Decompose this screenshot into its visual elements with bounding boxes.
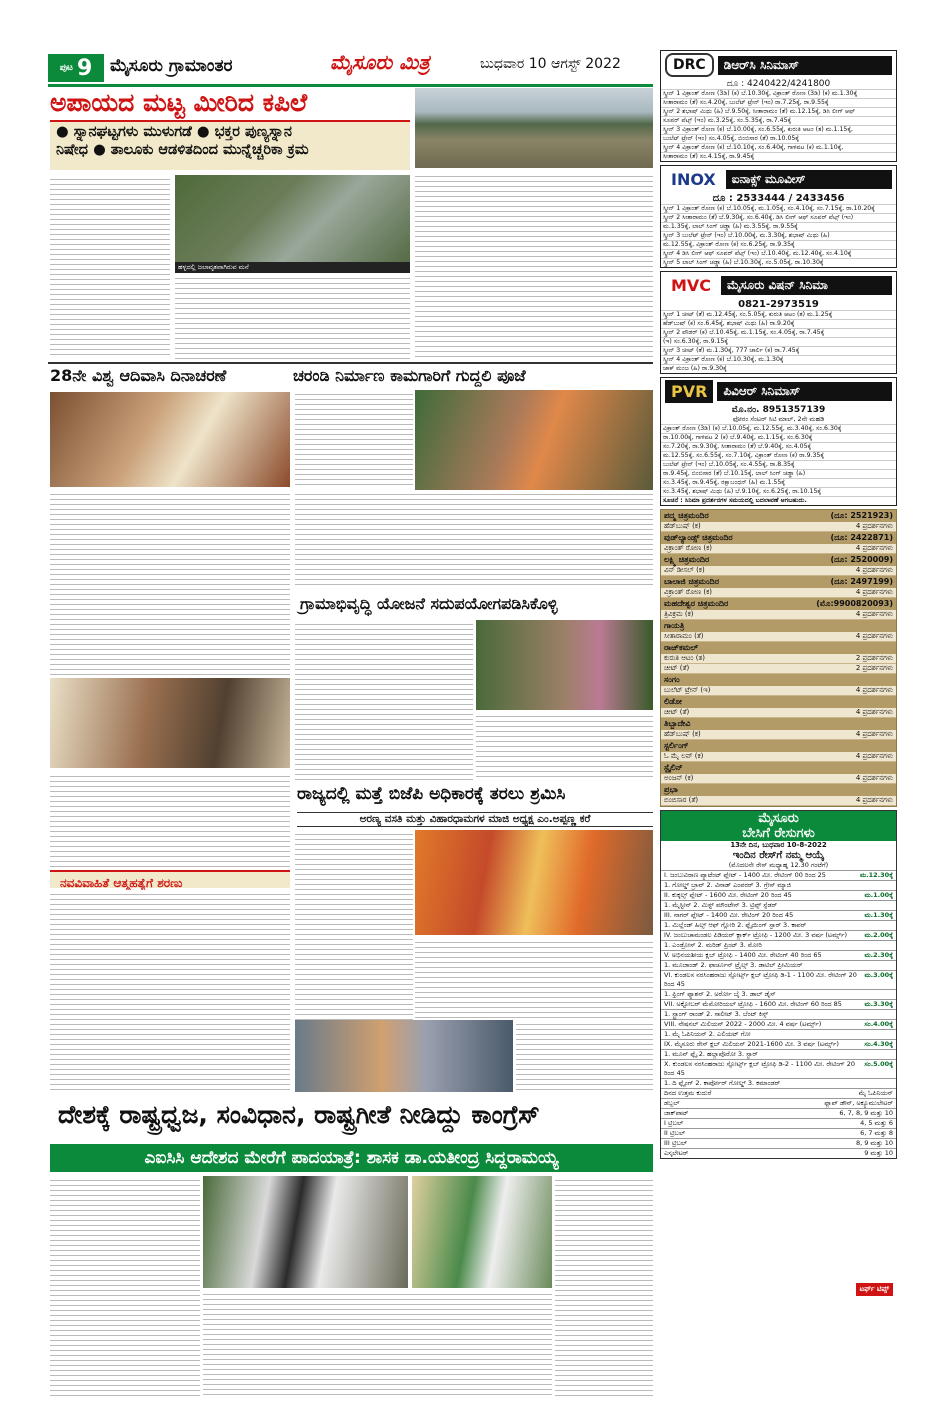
film-title: ಸೀತಾರಾಮಂ (ತೆ) <box>664 632 704 640</box>
theatre-name: ಪ್ರಭಾ <box>664 785 678 794</box>
theatre-name-row <box>661 554 896 566</box>
race-desc: III. ನಾಗರ್ ಪ್ಲೇಟ್ - 1400 ಮೀ. ರೇಟಿಂಗ್ 20 ರಿಂದ 45 <box>664 911 794 919</box>
race-summary-row <box>661 1148 896 1158</box>
race-row <box>661 880 896 890</box>
theatre-name-row <box>661 642 896 654</box>
film-shows: 4 ಪ್ರದರ್ಶನಗಳು <box>855 522 893 530</box>
pvr-notice: ಸೂಚನೆ : ಸಿನಿಮಾ ಪ್ರದರ್ಶನಗಳ ಸಮಯದಲ್ಲಿ ಬದಲಾವಣೆ ಆಗಬಹುದು. <box>661 496 896 505</box>
race-time: ಸಂ.4.30ಕ್ಕೆ <box>864 1040 893 1048</box>
race-desc: 1. ಫ್ರಿಂಗ್ ಫ್ಯಾಶನ್ 2. ಅರ್ರೋ ಬೈ 3. ಡಾಲ್ ಡೈಸ್ <box>664 990 776 998</box>
story2-headline: 28ನೇ ವಿಶ್ವ ಆದಿವಾಸಿ ದಿನಾಚರಣೆ <box>50 366 227 385</box>
story6-headline-band <box>50 870 290 888</box>
race-row <box>661 940 896 950</box>
film-shows: 2 ಪ್ರದರ್ಶನಗಳು <box>855 654 893 662</box>
theatre-name: ಲಿಡೋ <box>664 697 682 706</box>
summary-value: 6, 7, 8, 9 ಮತ್ತು 10 <box>839 1109 893 1117</box>
story4-photo <box>476 620 653 710</box>
theatre-name-row <box>661 576 896 588</box>
race-time: ಮ.3.30ಕ್ಕೆ <box>864 1000 893 1008</box>
race-row <box>661 870 896 880</box>
race-time: ಮ.12.30ಕ್ಕೆ <box>859 871 893 879</box>
drc-showtime-row: ಸ್ಕ್ರೀನ್ 4 ವಿಕ್ರಾಂತ್ ರೋಣ (ಕ) ಬೆ.10.10ಕ್ಕೆ, ಸಂ.6.40ಕ್ಕೆ, ಗಾಳಿಪಟ (ಕ) ಮ.1.10ಕ್ಕೆ, <box>661 143 896 152</box>
pvr-showtime-row: ಬುಲೆಟ್ ಟ್ರೇನ್ (ಇಂ) ಬೆ.10.05ಕ್ಕೆ, ಸಂ.4.55ಕ್ಕೆ, ರಾ.8.35ಕ್ಕೆ <box>661 460 896 469</box>
story1-subhead-box <box>50 120 410 170</box>
theatre-name-row <box>661 740 896 752</box>
story3-headline: ಚರಂಡಿ ನಿರ್ಮಾಣ ಕಾಮಗಾರಿಗೆ ಗುದ್ದಲಿ ಪೂಜೆ <box>293 366 526 385</box>
story4-headline: ಗ್ರಾಮಾಭಿವೃದ್ಧಿ ಯೋಜನೆ ಸದುಪಯೋಗಪಡಿಸಿಕೊಳ್ಳಿ <box>300 594 558 613</box>
theatre-phone: (ದೂ: 2497199) <box>830 577 893 586</box>
film-shows: 4 ಪ್ರದರ್ಶನಗಳು <box>855 686 893 694</box>
race-row <box>661 1049 896 1059</box>
mvc-showtime-row: ಹೆಡ್‌ಬುಷ್ (ಕ) ಸಂ.6.45ಕ್ಕೆ, ಶಭಾಷ್ ಮಿಥು (ಹಿ) ರಾ.9.20ಕ್ಕೆ <box>661 319 896 328</box>
theatre-film-row <box>661 730 896 740</box>
drc-showtime-row: ಸೀತಾರಾಮಂ (ತೆ) ಸಂ.4.20ಕ್ಕೆ, ಬುಲೆಟ್ ಟ್ರೇನ್ (ಇಂ) ರಾ.7.25ಕ್ಕೆ, ರಾ.9.55ಕ್ಕೆ <box>661 98 896 107</box>
theatre-name-row <box>661 620 896 632</box>
film-title: ಕುರುತಿ ಆಟಂ (ತ) <box>664 654 705 662</box>
race-row <box>661 989 896 999</box>
summary-value: 8, 9 ಮತ್ತು 10 <box>855 1139 893 1147</box>
story1-photo-caption: ಹಳ್ಳದಲ್ಲಿ ಜಲಾವೃತವಾಗಿರುವ ಮನೆ <box>175 262 410 273</box>
race-desc: 1. ಮೂನ್ ಫ್ಲೈ 2. ಹಲ್ಲಾಪೊರೋ 3. ಸ್ಟಾರ್ <box>664 1050 758 1058</box>
mvc-cinema-box <box>660 271 897 374</box>
theatre-film-row <box>661 774 896 784</box>
summary-value: 6, 7 ಮತ್ತು 8 <box>860 1129 893 1137</box>
pvr-showtime-row: ಸಂ.7.20ಕ್ಕೆ, ರಾ.9.30ಕ್ಕೆ, ಸೀತಾರಾಮಂ (ತೆ) ಬೆ.9.40ಕ್ಕೆ, ಸಂ.4.05ಕ್ಕೆ <box>661 442 896 451</box>
film-shows: 4 ಪ್ರದರ್ಶನಗಳು <box>855 610 893 618</box>
pvr-showtime-row: ಮ.12.55ಕ್ಕೆ, ಸಂ.6.55ಕ್ಕೆ, ಸಂ.7.10ಕ್ಕೆ, ವಿಕ್ರಾಂತ್ ರೋಣ (ಕ) ರಾ.9.35ಕ್ಕೆ <box>661 451 896 460</box>
pvr-showtime-row: ರಾ.10.00ಕ್ಕೆ, ಗಾಳಿಪಟ 2 (ಕ) ಬೆ.9.40ಕ್ಕೆ, ಮ.1.15ಕ್ಕೆ, ಸಂ.6.30ಕ್ಕೆ <box>661 433 896 442</box>
inox-showtime-row: ಸ್ಕ್ರೀನ್ 4 ಡಿಸಿ ಲೀಗ್ ಆಫ್ ಸೂಪರ್ ಪೆಟ್ಸ್ (ಇಂ) ಬೆ.10.40ಕ್ಕೆ, ಮ.12.40ಕ್ಕೆ, ಸಂ.4.10ಕ್ಕೆ <box>661 249 896 258</box>
race-row <box>661 1039 896 1049</box>
mvc-showtimes <box>661 310 896 373</box>
story1-text-col1 <box>50 175 170 305</box>
inox-showtime-row: ಸ್ಕ್ರೀನ್ 1 ವಿಕ್ರಾಂತ್ ರೋಣ (ಕ) ಬೆ.10.05ಕ್ಕೆ, ಮ.1.05ಕ್ಕೆ, ಸಂ.4.10ಕ್ಕೆ, ಸಂ.7.15ಕ್ಕೆ, ರಾ.10.20ಕ್ಕೆ <box>661 204 896 213</box>
theatre-name: ಸ್ಟೈಲಿನ್ <box>664 763 683 772</box>
story4-text2 <box>476 712 653 780</box>
film-title: ಬಿಂಬಿಸಾರ (ತೆ) <box>664 796 699 804</box>
race-desc: 1. ಮಿಲ್ಲೆಂಡ್ ಹಿಲ್ಸ್ ಆಫ್ ಗ್ಲೋರಿ 2. ಫ್ಲೈಯಿಂಗ್ ಸ್ಪಾರ್ 3. ಕಾಪರ್ <box>664 921 807 929</box>
story3-photo <box>415 390 653 490</box>
film-title: ಹೆಡ್‌ಬುಷ್ (ಕ) <box>664 730 701 738</box>
story1-sub2: ನಿಷೇಧ ● ತಾಲೂಕು ಆಡಳಿತದಿಂದ ಮುನ್ನೆಚ್ಚರಿಕಾ ಕ್ರಮ <box>56 142 309 158</box>
race-row <box>661 950 896 960</box>
film-title: ಬುಲೆಟ್ ಟ್ರೇನ್ (ಇ) <box>664 686 711 694</box>
theatre-film-row <box>661 588 896 598</box>
theatre-film-row <box>661 544 896 554</box>
inox-cinema-box <box>660 165 897 268</box>
film-shows: 4 ಪ್ರದರ್ಶನಗಳು <box>855 774 893 782</box>
race-desc: 1. ಮೈ ಓಪಿನಿಯನ್ 2. ಎಲಿಯಟ್ ಗೋ <box>664 1030 751 1038</box>
race-row <box>661 1059 896 1078</box>
race-desc: 1. ದಿ ಫ್ಲೈಂಗ್ 2. ಕಾರ್ಪೋರ್ ಗೋಲ್ಡ್ 3. ಕಮಾಂಡರ್ <box>664 1079 781 1087</box>
theatre-name: ಬಾಲಾಜಿ ಚಿತ್ರಮಂದಿರ <box>664 577 719 586</box>
story1-sub1: ● ಸ್ನಾನಘಟ್ಟಗಳು ಮುಳುಗಡೆ ● ಭಕ್ತರ ಪುಣ್ಯಸ್ನಾನ <box>56 124 292 140</box>
story5-subhead: ಅರಣ್ಯ ವಸತಿ ಮತ್ತು ವಿಹಾರಧಾಮಗಳ ಮಾಜಿ ಅಧ್ಯಕ್ಷ ಎಂ.ಅಪ್ಪಣ್ಣ ಕರೆ <box>297 812 653 827</box>
race-row <box>661 1019 896 1029</box>
page-label: ಪುಟ <box>59 63 73 73</box>
race-desc: VI. ಕುಂಡಲಸ ನರಸಿಂಹರಾಜು ಸ್ಪೋರ್ಟ್ಸ್ ಕ್ಲಬ್ ಟ್ರೋಫಿ ಡಿ-1 - 1100 ಮೀ. ರೇಟಿಂಗ್ 20 ರಿಂದ 45 <box>664 971 857 988</box>
race-desc: VIII. ನೇಷನಲ್ ಮಿಲಿಯನ್ 2022 - 2000 ಮೀ. 4 ವರ್ಷ (ಟರ್ಮ್ಸ್) <box>664 1020 822 1028</box>
theatre-name-row <box>661 674 896 686</box>
theatre-film-row <box>661 664 896 674</box>
mvc-showtime-row: (ಇ) ಸಂ.6.30ಕ್ಕೆ, ರಾ.9.15ಕ್ಕೆ <box>661 337 896 346</box>
summary-label: I ಟ್ರಿಬಲ್ <box>664 1119 684 1127</box>
story7-text-col2 <box>203 1290 552 1396</box>
section-title: ಮೈಸೂರು ಗ್ರಾಮಾಂತರ <box>110 56 233 76</box>
theatre-film-row <box>661 654 896 664</box>
summary-value: ಮೈ ಓಪಿನಿಯನ್ <box>858 1089 893 1097</box>
race-time: ಸಂ.5.00ಕ್ಕೆ <box>864 1060 893 1068</box>
theatre-film-row <box>661 522 896 532</box>
theatre-film-row <box>661 610 896 620</box>
theatre-phone: (ದೂ: 2520009) <box>830 555 893 564</box>
race-summary-row <box>661 1138 896 1148</box>
film-shows: 2 ಪ್ರದರ್ಶನಗಳು <box>855 664 893 672</box>
theatre-phone: (ದೂ: 2521923) <box>830 511 893 520</box>
film-title: ತ್ರಿವಿಕ್ರಮ (ಕ) <box>664 610 694 618</box>
theatre-name-row <box>661 762 896 774</box>
issue-date: ಬುಧವಾರ 10 ಆಗಸ್ಟ್ 2022 <box>480 56 621 72</box>
theatre-name-row <box>661 598 896 610</box>
theatre-film-row <box>661 796 896 806</box>
race-rows <box>661 870 896 1088</box>
inox-phone: ದೂ : 2533444 / 2433456 <box>712 193 845 204</box>
story7-photo1 <box>203 1176 408 1288</box>
film-title: ಹೆಡ್‌ಬುಷ್ (ಕ) <box>664 522 701 530</box>
race-desc: 1. ಮೂಜಾಂಡ್ 2. ಫಾರ್ಚೂನ್ ಟ್ರೈಲ್ಸ್ 3. ಡಾಟಿಲ್ ಪ್ರೀಮಿಯರ್ <box>664 961 803 969</box>
inox-showtime-row: ಮ.12.55ಕ್ಕೆ, ವಿಕ್ರಾಂತ್ ರೋಣ (ಕ) ಸಂ.6.25ಕ್ಕೆ, ರಾ.9.35ಕ್ಕೆ <box>661 240 896 249</box>
story4-text <box>295 620 473 780</box>
theatre-film-row <box>661 566 896 576</box>
story6-headline: ನವವಿವಾಹಿತೆ ಆತ್ಮಹತ್ಯೆಗೆ ಶರಣು <box>60 876 183 890</box>
theatre-list <box>660 509 897 807</box>
race-today: ಇಂದಿನ ರೇಸ್‌ಗೆ ನಮ್ಮ ಆಯ್ಕೆ <box>732 850 825 861</box>
race-desc: 1. ಗೋಲ್ಡ್ ಬ್ರಾವ್ 2. ವಿನಾಡ್ ಎಂಪರರ್ 3. ಗ್ರೇಸ್ ಮ್ಯಾಜಿ <box>664 881 792 889</box>
inox-showtime-row: ಸ್ಕ್ರೀನ್ 3 ಬುಲೆಟ್ ಟ್ರೇನ್ (ಇಂ) ಬೆ.10.00ಕ್ಕೆ, ಮ.3.30ಕ್ಕೆ, ಶಭಾಷ್ ಮಿಥು (ಹಿ) <box>661 231 896 240</box>
race-row <box>661 1078 896 1088</box>
race-row <box>661 960 896 970</box>
mvc-showtime-row: ಸ್ಕ್ರೀನ್ 2 ಪೌಡರ್ (ಕ) ಬೆ.10.45ಕ್ಕೆ, ಮ.1.15ಕ್ಕೆ, ಸಂ.4.05ಕ್ಕೆ, ರಾ.7.45ಕ್ಕೆ <box>661 328 896 337</box>
story7-photo2 <box>412 1176 552 1288</box>
race-desc: II. ಕುಕ್ಕಲ್ಸ್ ಪ್ಲೇಟ್ - 1600 ಮೀ. ರೇಟಿಂಗ್ 20 ರಿಂದ 45 <box>664 891 792 899</box>
pvr-phone: ಮೊ.ನಂ. 8951357139 <box>731 405 826 415</box>
film-shows: 4 ಪ್ರದರ್ಶನಗಳು <box>855 752 893 760</box>
summary-value: 9 ಮತ್ತು 10 <box>864 1149 893 1157</box>
divider <box>48 362 653 364</box>
story3-text-col1 <box>295 390 413 485</box>
race-time: ಮ.2.30ಕ್ಕೆ <box>864 951 893 959</box>
race-title2: ಬೇಸಿಗೆ ರೇಸುಗಳು <box>742 826 815 841</box>
theatre-name: ಲಕ್ಷ್ಮಿ ಚಿತ್ರಮಂದಿರ <box>664 555 710 564</box>
film-title: ಚೀಟ್ (ತೆ) <box>664 708 690 716</box>
theatre-name-row <box>661 696 896 708</box>
drc-showtime-row: ಸೀತಾರಾಮಂ (ತೆ) ಸಂ.4.15ಕ್ಕೆ, ರಾ.9.45ಕ್ಕೆ <box>661 152 896 161</box>
story5-text-col1 <box>295 830 413 1020</box>
inox-showtime-row: ಸ್ಕ್ರೀನ್ 2 ಸೀತಾರಾಮಂ (ತೆ) ಬೆ.9.30ಕ್ಕೆ, ಸಂ.6.40ಕ್ಕೆ, ಡಿಸಿ ಲೀಗ್ ಆಫ್ ಸೂಪರ್ ಪೆಟ್ಸ್ (ಇಂ) <box>661 213 896 222</box>
film-title: ವಿಕ್ರಾಂತ್ ರೋಣ (ಕ) <box>664 588 713 596</box>
theatre-name: ಸ್ಟರ್ಲಿಂಗ್ <box>664 741 689 750</box>
story1-flood-photo <box>175 175 410 262</box>
story1-river-photo <box>415 88 653 168</box>
race-summary-row <box>661 1128 896 1138</box>
mvc-showtime-row: ಸ್ಕ್ರೀನ್ 1 ಚೀಟ್ (ತೆ) ಮ.12.45ಕ್ಕೆ, ಸಂ.5.05ಕ್ಕೆ, ಕುರುತಿ ಆಟಂ (ತ) ಮ.1.25ಕ್ಕೆ <box>661 310 896 319</box>
summary-label: II ಟ್ರಿಬಲ್ <box>664 1129 686 1137</box>
inox-showtime-row: ಸ್ಕ್ರೀನ್ 5 ಲಾಲ್ ಸಿಂಗ್ ಚಡ್ಡಾ (ಹಿ) ಬೆ.10.30ಕ್ಕೆ, ಸಂ.5.05ಕ್ಕೆ, ರಾ.10.30ಕ್ಕೆ <box>661 258 896 267</box>
story5-headline: ರಾಜ್ಯದಲ್ಲಿ ಮತ್ತೆ ಬಿಜೆಪಿ ಅಧಿಕಾರಕ್ಕೆ ತರಲು ಶ್ರಮಿಸಿ <box>297 784 566 804</box>
theatre-name: ಸಂಗಂ <box>664 675 680 684</box>
pvr-showtime-row: ರಾ.9.45ಕ್ಕೆ, ಬಿಂಬಿಸಾರ (ತೆ) ಬೆ.10.15ಕ್ಕೆ, ಲಾಲ್ ಸಿಂಗ್ ಚಡ್ಡಾ (ಹಿ) <box>661 469 896 478</box>
race-row <box>661 930 896 940</box>
film-title: ವಿಕ್ರಾಂತ್ ರೋಣ (ಕ) <box>664 544 713 552</box>
race-desc: VII. ಅಕ್ಟೋಬರ್ ಮೆಮೋರಿಯಲ್ ಟ್ರೋಫಿ - 1600 ಮೀ. ರೇಟಿಂಗ್ 60 ರಿಂದ 85 <box>664 1000 842 1008</box>
pvr-showtime-row: ಸಂ.3.45ಕ್ಕೆ, ರಾ.9.45ಕ್ಕೆ, ರಕ್ಷಾಬಂಧನ್ (ಹಿ) ಮ.1.55ಕ್ಕೆ <box>661 478 896 487</box>
race-row <box>661 890 896 900</box>
race-summary-row <box>661 1118 896 1128</box>
drc-showtime-row: ಸೂಪರ್ ಪೆಟ್ಸ್ (ಇಂ) ಮ.3.25ಕ್ಕೆ, ಸಂ.5.35ಕ್ಕೆ, ರಾ.7.45ಕ್ಕೆ <box>661 116 896 125</box>
header-rule <box>48 84 653 87</box>
race-row <box>661 920 896 930</box>
pvr-showtimes <box>661 424 896 496</box>
theatre-film-row <box>661 752 896 762</box>
summary-label: ದಿನದ ಉತ್ತಮ ಕುದುರೆ <box>664 1089 712 1097</box>
inox-showtime-row: ಮ.1.35ಕ್ಕೆ, ಲಾಲ್ ಸಿಂಗ್ ಚಡ್ಡಾ (ಹಿ) ಮ.3.55ಕ್ಕೆ, ರಾ.9.55ಕ್ಕೆ <box>661 222 896 231</box>
race-row <box>661 970 896 989</box>
race-row <box>661 900 896 910</box>
race-row <box>661 1009 896 1019</box>
pvr-showtime-row: ಸಂ.3.45ಕ್ಕೆ, ಶಭಾಷ್ ಮಿಥು (ಹಿ) ಬೆ.9.10ಕ್ಕೆ, ಸಂ.6.25ಕ್ಕೆ, ರಾ.10.15ಕ್ಕೆ <box>661 487 896 496</box>
race-time: ಮ.3.00ಕ್ಕೆ <box>864 971 893 979</box>
story1-headline: ಅಪಾಯದ ಮಟ್ಟ ಮೀರಿದ ಕಪಿಲೆ <box>50 88 308 117</box>
theatre-name-row <box>661 784 896 796</box>
race-desc: IV. ಜಂಬುಚಾಮಂಡಲ ಪಿಡಿಯರ್ ಕ್ಲಾರ್ಕ್ ಟ್ರೋಫಿ - 1200 ಮೀ. 3 ವರ್ಷ (ಟರ್ಮ್ಸ್) <box>664 931 847 939</box>
theatre-name: ರಾಜ್‌ಕಮಲ್ <box>664 643 699 652</box>
drc-name: ಡಿಆರ್‌ಸಿ ಸಿನಿಮಾಸ್ <box>718 56 892 75</box>
race-title1: ಮೈಸೂರು <box>758 811 799 826</box>
story5-photo <box>415 830 653 935</box>
mvc-showtime-row: ಸ್ಕ್ರೀನ್ 3 ಚೀಟ್ (ತೆ) ಮ.1.30ಕ್ಕೆ, 777 ಚಾರ್ಲಿ (ಕ) ರಾ.7.45ಕ್ಕೆ <box>661 346 896 355</box>
race-time: ಸಂ.4.00ಕ್ಕೆ <box>864 1020 893 1028</box>
story5-text-col2 <box>415 938 653 1020</box>
story7-headline: ದೇಶಕ್ಕೆ ರಾಷ್ಟ್ರಧ್ವಜ, ಸಂವಿಧಾನ, ರಾಷ್ಟ್ರಗೀತೆ ನೀಡಿದ್ದು ಕಾಂಗ್ರೆಸ್ <box>58 1100 540 1129</box>
pvr-name: ಪಿವಿಆರ್ ಸಿನಿಮಾಸ್ <box>717 382 892 401</box>
theatre-name: ಗಾಯತ್ರಿ <box>664 621 685 630</box>
pvr-address: ಫೋರಂ ಸೆಂಟರ್ ಸಿಟಿ ಮಾಲ್, 2ನೇ ಮಹಡಿ <box>732 415 825 423</box>
theatre-film-row <box>661 632 896 642</box>
race-time: ಮ.1.30ಕ್ಕೆ <box>864 911 893 919</box>
mvc-name: ಮೈಸೂರು ವಿಷನ್ ಸಿನಿಮಾ <box>721 276 892 295</box>
summary-label: ಡಬ್ಬಲ್ <box>664 1099 680 1107</box>
race-time: ಮ.2.00ಕ್ಕೆ <box>864 931 893 939</box>
story1-text-col3 <box>415 172 653 359</box>
theatre-name: ಮಹದೇಶ್ವರ ಚಿತ್ರಮಂದಿರ <box>664 599 729 608</box>
film-title: ವಿನ್ ಡೀಸಲ್ (ಕ) <box>664 566 705 574</box>
inox-name: ಐನಾಕ್ಸ್ ಮೂವೀಸ್ <box>726 170 892 189</box>
inox-logo: INOX <box>671 170 716 189</box>
drc-cinema-box <box>660 50 897 162</box>
film-shows: 4 ಪ್ರದರ್ಶನಗಳು <box>855 796 893 804</box>
mvc-phone: 0821-2973519 <box>738 299 819 310</box>
race-desc: 1. ಸ್ಟ್ರಾಂಗ್ ರಾಂಡ್ 2. ಸಾಲೀಟ್ 3. ಬೆಂಟ್ ಕಿಸ್ಸ್ <box>664 1010 769 1018</box>
mvc-logo: MVC <box>671 276 712 295</box>
theatre-name: ಪದ್ಮ ಚಿತ್ರಮಂದಿರ <box>664 511 709 520</box>
race-row <box>661 1029 896 1039</box>
film-shows: 4 ಪ್ರದರ್ಶನಗಳು <box>855 708 893 716</box>
story2-text2 <box>50 772 290 867</box>
theatre-name-row <box>661 718 896 730</box>
mvc-showtime-row: ಸ್ಕ್ರೀನ್ 4 ವಿಕ್ರಾಂತ್ ರೋಣ (ಕ) ಬೆ.10.30ಕ್ಕೆ, ಮ.1.30ಕ್ಕೆ <box>661 355 896 364</box>
race-summary-row <box>661 1098 896 1108</box>
race-desc: 1. ಎಂಡ್ರೋಸ್ 2. ಮರಿಡ್ ಪ್ರಿಂಟ್ 3. ಮೋರಿ <box>664 941 762 949</box>
story7-text-col1 <box>50 1176 200 1396</box>
race-summary <box>661 1088 896 1158</box>
drc-logo: DRC <box>665 53 714 77</box>
story2-photo <box>50 392 290 487</box>
theatre-phone: (ದೂ: 2422871) <box>830 533 893 542</box>
theatre-film-row <box>661 686 896 696</box>
race-date: 13ನೇ ದಿನ, ಬುಧವಾರ 10-8-2022 <box>730 841 827 849</box>
film-title: ಓ ಮೈ ಲವ್ (ಕ) <box>664 752 704 760</box>
pvr-logo: PVR <box>665 380 713 403</box>
film-shows: 4 ಪ್ರದರ್ಶನಗಳು <box>855 588 893 596</box>
race-row <box>661 910 896 920</box>
story2-text <box>50 490 290 675</box>
film-shows: 4 ಪ್ರದರ್ಶನಗಳು <box>855 544 893 552</box>
film-shows: 4 ಪ್ರದರ್ಶನಗಳು <box>855 730 893 738</box>
listings-column <box>660 50 897 1300</box>
drc-showtime-row: ಸ್ಕ್ರೀನ್ 2 ಶಭಾಷ್ ಮಿಥು (ಹಿ) ಬೆ.9.50ಕ್ಕೆ, ಸೀತಾರಾಮಂ (ತೆ) ಮ.12.15ಕ್ಕೆ, ಡಿಸಿ ಲೀಗ್ ಆಫ್ <box>661 107 896 116</box>
page-number: 9 <box>76 55 93 81</box>
film-shows: 4 ಪ್ರದರ್ಶನಗಳು <box>855 632 893 640</box>
summary-label: III ಟ್ರಿಬಲ್ <box>664 1139 688 1147</box>
race-desc: IX. ಮೈಸೂರು ರೇಸ್ ಕ್ಲಬ್ ಮಿಲಿಯನ್ 2021-1600 ಮೀ. 3 ವರ್ಷ (ಟರ್ಮ್ಸ್) <box>664 1040 839 1048</box>
race-summary-row <box>661 1088 896 1098</box>
drc-showtime-row: ಸ್ಕ್ರೀನ್ 3 ವಿಕ್ರಾಂತ್ ರೋಣ (ಕ) ಬೆ.10.00ಕ್ಕೆ, ಸಂ.6.55ಕ್ಕೆ, ಕುರುತಿ ಆಟಂ (ತ) ಮ.1.15ಕ್ಕೆ, <box>661 125 896 134</box>
drc-showtimes <box>661 89 896 161</box>
theatre-film-row <box>661 708 896 718</box>
film-title: ಚೀಟ್ (ತೆ) <box>664 664 690 672</box>
story7-text-col3 <box>555 1176 653 1396</box>
story6-text <box>50 890 290 1090</box>
theatre-name: ವುಡ್‌ಲ್ಯಾಂಡ್ಸ್ ಚಿತ್ರಮಂದಿರ <box>664 533 733 542</box>
theatre-name-row <box>661 510 896 522</box>
pvr-showtime-row: ವಿಕ್ರಾಂತ್ ರೋಣ (3ಡಿ) (ಕ) ಬೆ.10.05ಕ್ಕೆ, ಮ.12.55ಕ್ಕೆ, ಮ.3.40ಕ್ಕೆ, ಸಂ.6.30ಕ್ಕೆ <box>661 424 896 433</box>
summary-value: 4, 5 ಮತ್ತು 6 <box>860 1119 893 1127</box>
story1-text-col1b <box>50 305 170 359</box>
theatre-name: ತಿಬ್ಬಾದೇವಿ <box>664 719 691 728</box>
race-time: ಮ.1.00ಕ್ಕೆ <box>864 891 893 899</box>
masthead: ಮೈಸೂರು ಮಿತ್ರ <box>330 50 430 74</box>
story1-text-col2 <box>175 274 410 359</box>
story3-text-col2 <box>295 490 653 585</box>
summary-label: ಜಾಕ್‌ಪಾಟ್ <box>664 1109 689 1117</box>
race-desc: V. ಅಭಿನಯಶೀಯ ಕ್ಲಬ್ ಟ್ರೋಫಿ - 1400 ಮೀ. ರೇಟಿಂಗ್ 40 ರಿಂದ 65 <box>664 951 822 959</box>
story7-subhead: ಎಐಸಿಸಿ ಆದೇಶದ ಮೇರೆಗೆ ಪಾದಯಾತ್ರೆ: ಶಾಸಕ ಡಾ.ಯತೀಂದ್ರ ಸಿದ್ದರಾಮಯ್ಯ <box>50 1144 653 1172</box>
race-summary-row <box>661 1108 896 1118</box>
story5-photo2 <box>295 1020 513 1092</box>
race-desc: I. ಜಂಬುವಿರಾಣ ಪ್ಯಾಟೆಂಟ್ ಪ್ಲೇಟ್ - 1400 ಮೀ. ರೇಟಿಂಗ್ 00 ರಿಂದ 25 <box>664 871 826 879</box>
drc-phone: ದೂ : 4240422/4241800 <box>726 79 831 89</box>
turf-tips-tab: ಟರ್ಫ್ ಟಿಪ್ಸ್ <box>856 1283 893 1296</box>
drc-showtime-row: ಬುಲೆಟ್ ಟ್ರೇನ್ (ಇಂ) ಸಂ.4.05ಕ್ಕೆ, ಬಿಂಬಿಸಾರ (ತೆ) ರಾ.10.05ಕ್ಕೆ <box>661 134 896 143</box>
mvc-showtime-row: ಜಾಕ್ ಮಂಜ (ಹಿ) ರಾ.9.30ಕ್ಕೆ <box>661 364 896 373</box>
pvr-cinema-box <box>660 377 897 506</box>
drc-showtime-row: ಸ್ಕ್ರೀನ್ 1 ವಿಕ್ರಾಂತ್ ರೋಣ (3ಡಿ) (ಕ) ಬೆ.10.30ಕ್ಕೆ, ವಿಕ್ರಾಂತ್ ರೋಣ (3ಡಿ) (ಕ) ಮ.1.30ಕ್ಕೆ <box>661 89 896 98</box>
story5-text-col3 <box>516 1020 653 1092</box>
theatre-phone: (ಮೊ:9900820093) <box>816 599 893 608</box>
race-row <box>661 999 896 1009</box>
film-title: ಅಂಜನ್ (ಕ) <box>664 774 694 782</box>
summary-value: ಫ್ಲಾಪ್ ಡೌನ್, ಅಕ್ಯೂಮುಲೇಟರ್ <box>824 1099 893 1107</box>
race-desc: 1. ಮೈಸ್ಟೀನ್ 2. ಮಿಸ್ಟ್ ಮೌಂಟೇನ್ 3. ಟ್ರಿಪ್ಪ್ ಸ್ಪೆಡರ್ <box>664 901 778 909</box>
film-shows: 4 ಪ್ರದರ್ಶನಗಳು <box>855 566 893 574</box>
race-first: (ಮೊದಲನೇ ರೇಸ್ ಮಧ್ಯಾಹ್ನ 12.30 ಗಂಟೆಗೆ) <box>728 861 829 869</box>
race-box <box>660 810 897 1293</box>
page-number-badge <box>48 54 104 82</box>
theatre-name-row <box>661 532 896 544</box>
inox-showtimes <box>661 204 896 267</box>
race-desc: X. ಕುಂಡಲಸ ನರಸಿಂಹರಾಜು ಸ್ಪೋರ್ಟ್ಸ್ ಕ್ಲಬ್ ಟ್ರೋಫಿ ಡಿ-2 - 1100 ಮೀ. ರೇಟಿಂಗ್ 20 ರಿಂದ 45 <box>664 1060 855 1077</box>
story2-photo2 <box>50 678 290 768</box>
summary-label: ಎಸ್ಕಲೇಟರ್ <box>664 1149 689 1157</box>
